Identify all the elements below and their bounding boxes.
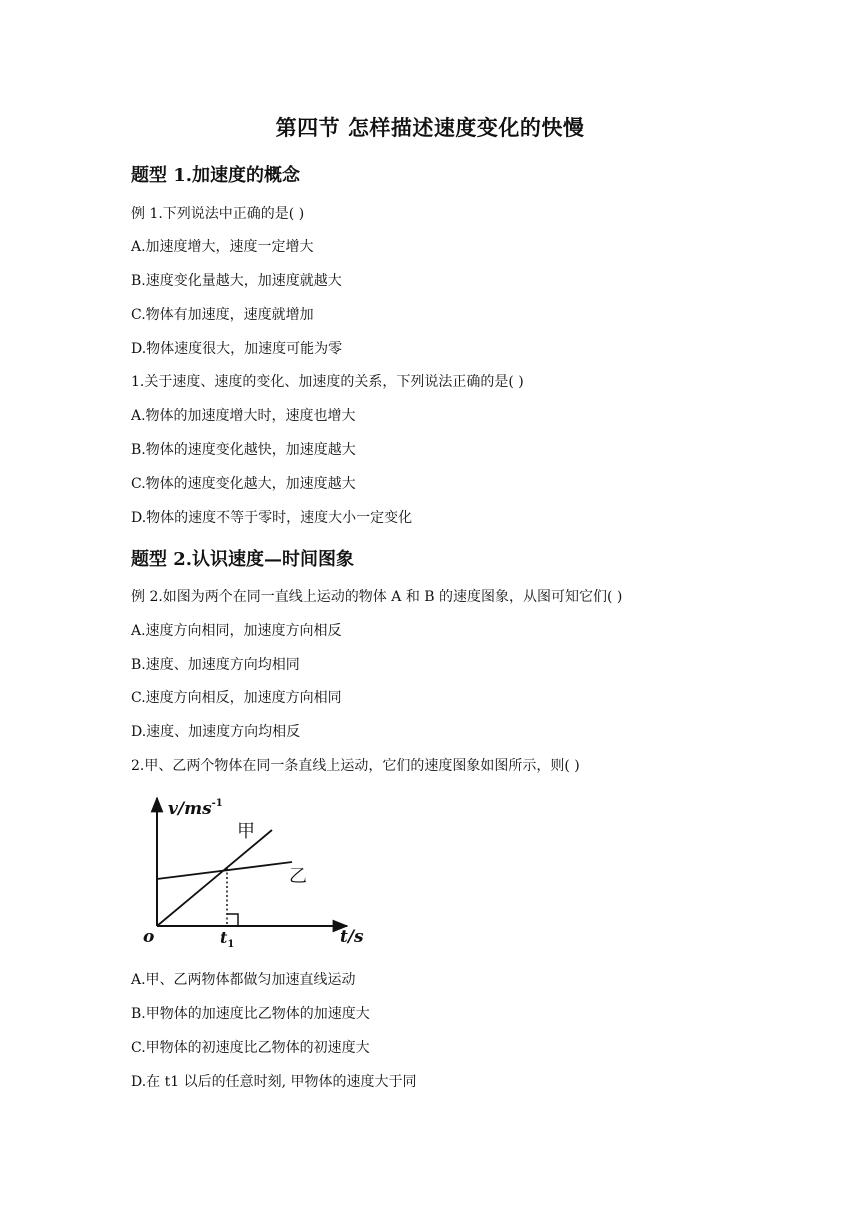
example-1-question: 例 1.下列说法中正确的是( ): [131, 206, 305, 222]
section-heading-2: 题型 2.认识速度—时间图象: [131, 549, 355, 570]
exercise-1-option-d: D.物体的速度不等于零时，速度大小一定变化: [131, 510, 413, 526]
y-axis-label: $v/ms^{-1}$: [168, 798, 223, 819]
origin-label: o: [143, 927, 155, 947]
right-angle-marker: [227, 914, 238, 926]
example-2-question: 例 2.如图为两个在同一直线上运动的物体 A 和 B 的速度图象，从图可知它们( ): [131, 589, 623, 605]
label-yi: 乙: [289, 866, 307, 887]
line-jia: [157, 830, 272, 926]
velocity-time-graph: [141, 790, 381, 950]
exercise-1-question: 1.关于速度、速度的变化、加速度的关系，下列说法正确的是( ): [131, 374, 524, 390]
page-title: 第四节 怎样描述速度变化的快慢: [275, 115, 585, 140]
line-yi: [157, 862, 292, 879]
t1-label: $t_1$: [220, 928, 235, 950]
exercise-1-option-a: A.物体的加速度增大时，速度也增大: [131, 408, 356, 424]
label-jia: 甲: [237, 821, 255, 842]
t1-label-subscript: 1: [227, 939, 235, 950]
example-2-option-c: C.速度方向相反，加速度方向相同: [131, 690, 342, 706]
example-1-option-b: B.速度变化量越大，加速度就越大: [131, 273, 342, 289]
exercise-2-question: 2.甲、乙两个物体在同一条直线上运动，它们的速度图象如图所示，则( ): [131, 758, 580, 774]
example-2-option-d: D.速度、加速度方向均相反: [131, 724, 301, 740]
y-axis-label-superscript: -1: [211, 798, 223, 809]
example-2-option-b: B.速度、加速度方向均相同: [131, 657, 300, 673]
example-2-option-a: A.速度方向相同，加速度方向相反: [131, 623, 342, 639]
exercise-2-option-b: B.甲物体的加速度比乙物体的加速度大: [131, 1006, 370, 1022]
exercise-1-option-b: B.物体的速度变化越快，加速度越大: [131, 442, 356, 458]
x-axis-label: t/s: [340, 927, 364, 947]
exercise-2-option-d: D.在 t1 以后的任意时刻, 甲物体的速度大于同: [131, 1074, 417, 1090]
example-1-option-d: D.物体速度很大，加速度可能为零: [131, 341, 343, 357]
exercise-2-option-a: A.甲、乙两物体都做匀加速直线运动: [131, 972, 356, 988]
exercise-2-option-c: C.甲物体的初速度比乙物体的初速度大: [131, 1040, 370, 1056]
exercise-1-option-c: C.物体的速度变化越大，加速度越大: [131, 476, 356, 492]
example-1-option-c: C.物体有加速度，速度就增加: [131, 307, 314, 323]
section-heading-1: 题型 1.加速度的概念: [131, 165, 301, 186]
example-1-option-a: A.加速度增大，速度一定增大: [131, 239, 314, 255]
